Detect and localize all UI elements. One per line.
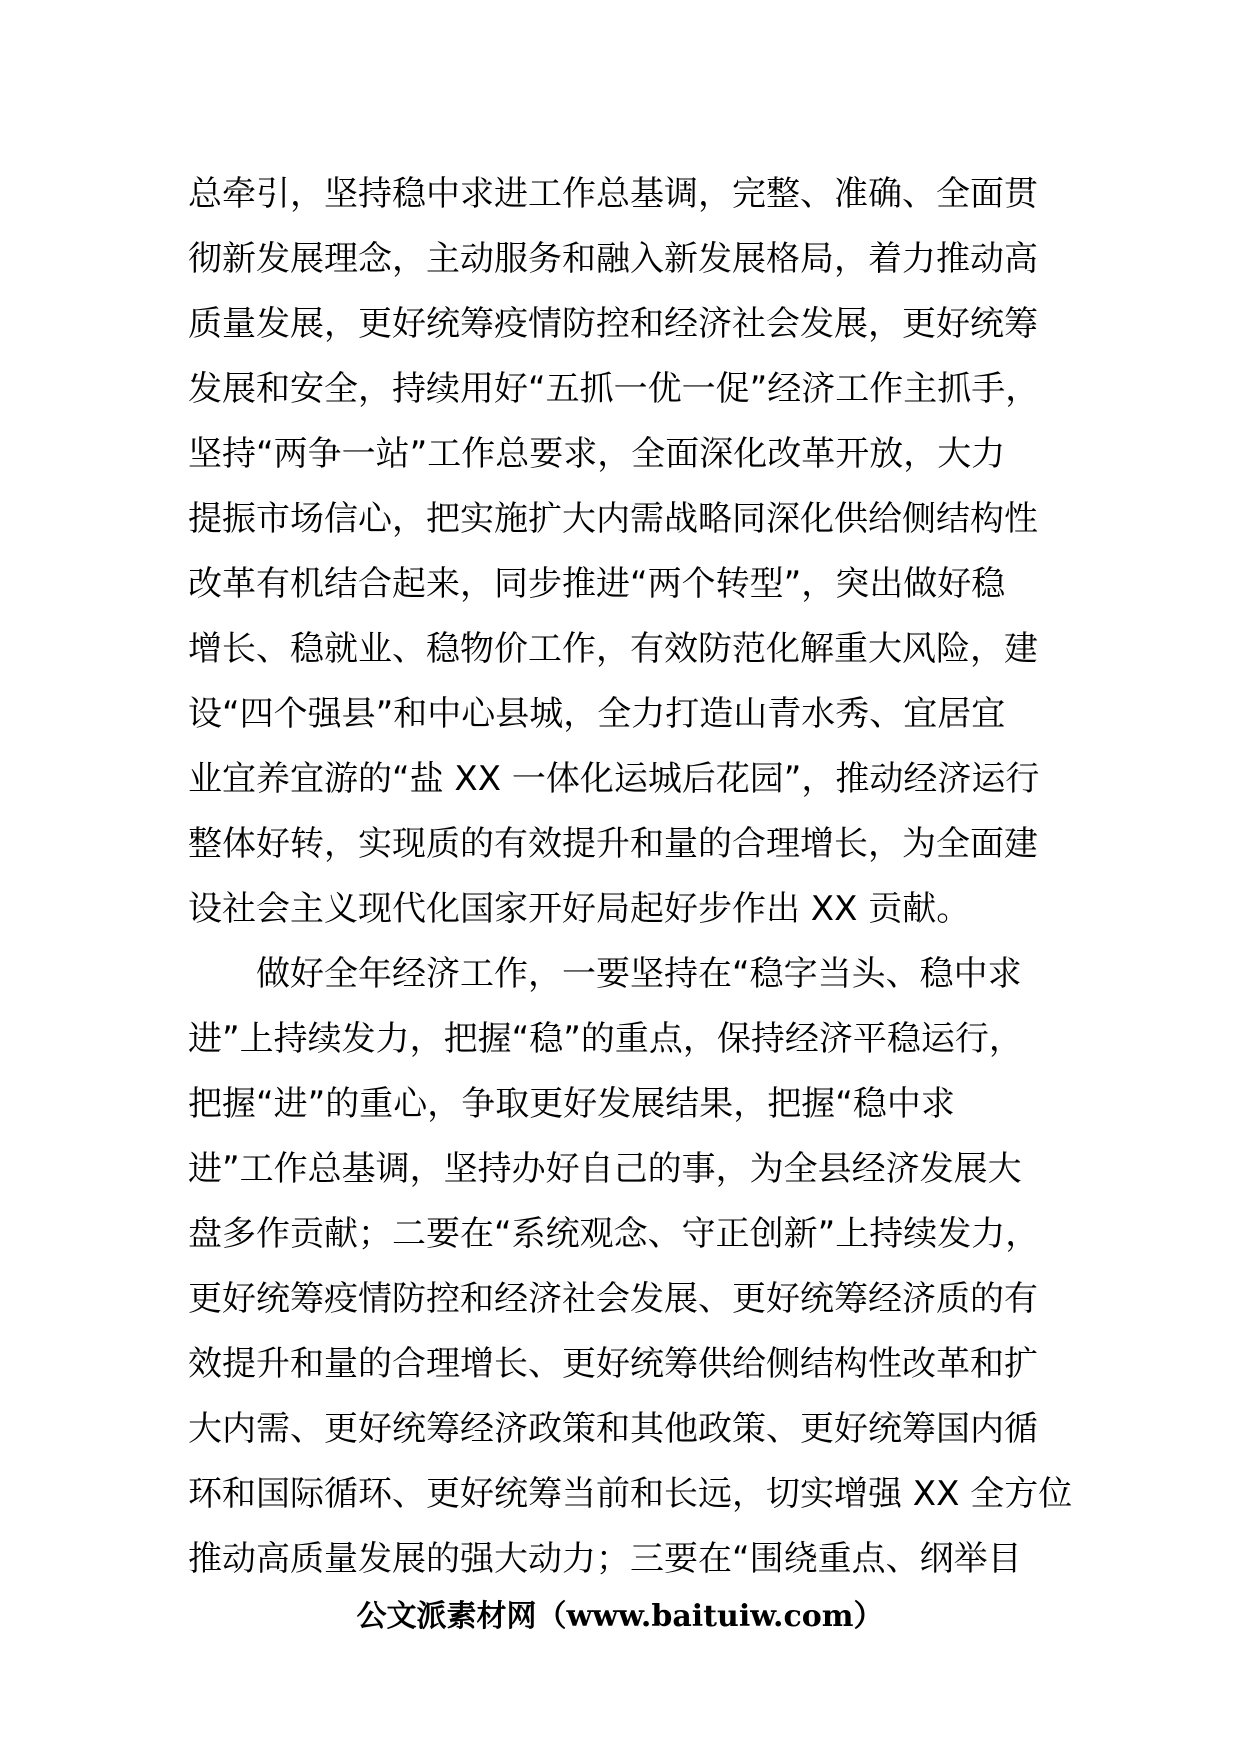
text-line: 推动高质量发展的强大动力；三要在“围绕重点、纲举目 [188, 1539, 1022, 1579]
text-line: 进”上持续发力，把握“稳”的重点，保持经济平稳运行， [188, 1019, 1023, 1059]
text-line: 做好全年经济工作，一要坚持在“稳字当头、稳中求 [256, 954, 1022, 994]
text-line: 环和国际循环、更好统筹当前和长远，切实增强 XX 全方位 [188, 1474, 1073, 1514]
text-line: 增长、稳就业、稳物价工作，有效防范化解重大风险，建 [188, 629, 1038, 669]
text-line: 坚持“两争一站”工作总要求，全面深化改革开放，大力 [188, 434, 1006, 474]
text-line: 设“四个强县”和中心县城，全力打造山青水秀、宜居宜 [188, 694, 1006, 734]
text-line: 改革有机结合起来，同步推进“两个转型”，突出做好稳 [188, 564, 1006, 604]
text-line: 设社会主义现代化国家开好局起好步作出 XX 贡献。 [188, 889, 971, 929]
text-line: 总牵引，坚持稳中求进工作总基调，完整、准确、全面贯 [188, 174, 1038, 214]
document-body [188, 162, 1073, 1592]
text-line: 效提升和量的合理增长、更好统筹供给侧结构性改革和扩 [188, 1344, 1038, 1384]
text-line: 进”工作总基调，坚持办好自己的事，为全县经济发展大 [188, 1149, 1022, 1189]
text-line: 彻新发展理念，主动服务和融入新发展格局，着力推动高 [188, 239, 1038, 279]
text-line: 业宜养宜游的“盐 XX 一体化运城后花园”，推动经济运行 [188, 759, 1040, 799]
text-line: 整体好转，实现质的有效提升和量的合理增长，为全面建 [188, 824, 1038, 864]
text-line: 盘多作贡献；二要在“系统观念、守正创新”上持续发力， [188, 1214, 1040, 1254]
footer-watermark: 公文派素材网（www.baituiw.com） [356, 1599, 884, 1634]
text-line: 提振市场信心，把实施扩大内需战略同深化供给侧结构性 [188, 499, 1038, 539]
text-line: 把握“进”的重心，争取更好发展结果，把握“稳中求 [188, 1084, 955, 1124]
text-line: 质量发展，更好统筹疫情防控和经济社会发展，更好统筹 [188, 304, 1038, 344]
text-line: 大内需、更好统筹经济政策和其他政策、更好统筹国内循 [188, 1409, 1038, 1449]
text-line: 发展和安全，持续用好“五抓一优一促”经济工作主抓手， [188, 369, 1040, 409]
text-line: 更好统筹疫情防控和经济社会发展、更好统筹经济质的有 [188, 1279, 1038, 1319]
